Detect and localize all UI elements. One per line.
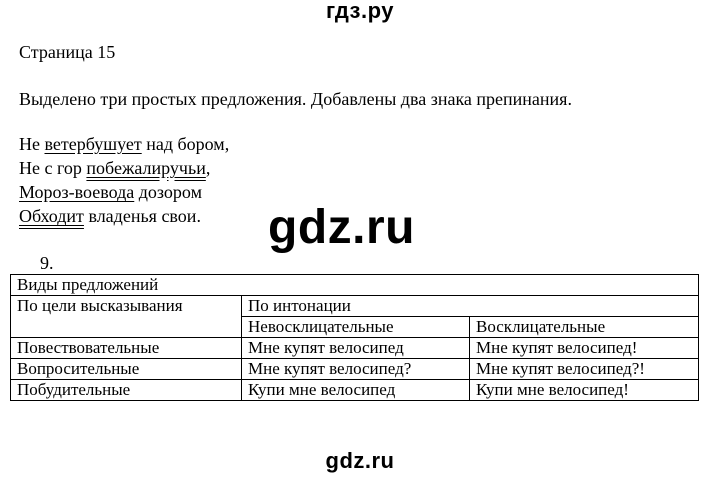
poem-line: [19, 132, 229, 156]
poem-line: [19, 180, 229, 204]
cell-exclamatory: Мне купят велосипед?!: [470, 359, 699, 380]
poem-line-text: Не: [19, 134, 45, 154]
cell-type: Повествовательные: [11, 338, 242, 359]
poem-underlined-word: Мороз-воевода: [19, 182, 135, 202]
table-row: [11, 296, 699, 317]
header-non-exclamatory: Невосклицательные: [242, 317, 470, 338]
poem-line-text: дозором: [134, 182, 202, 202]
page-number: Страница 15: [19, 42, 116, 62]
table-row: [11, 275, 699, 296]
table-row: [11, 338, 699, 359]
cell-non-exclamatory: Мне купят велосипед?: [242, 359, 470, 380]
poem-underlined-word: ветербушует: [44, 134, 142, 154]
header-purpose: По цели высказывания: [11, 296, 242, 338]
header-exclamatory: Восклицательные: [470, 317, 699, 338]
watermark: gdz.ru: [268, 201, 415, 254]
table-row: [11, 359, 699, 380]
poem-line-text: Не с гор: [19, 158, 87, 178]
poem-underlined-word: побежалиручьи: [86, 158, 206, 178]
footer-watermark: gdz.ru: [325, 448, 395, 473]
cell-exclamatory: Мне купят велосипед!: [470, 338, 699, 359]
table-title: Виды предложений: [11, 275, 699, 296]
cell-type: Побудительные: [11, 380, 242, 401]
poem-line: [19, 204, 229, 228]
cell-exclamatory: Купи мне велосипед!: [470, 380, 699, 401]
header-intonation: По интонации: [242, 296, 699, 317]
cell-type: Вопросительные: [11, 359, 242, 380]
table-row: [11, 380, 699, 401]
intro-text: Выделено три простых предложения. Добавлены два знака препинания.: [19, 89, 572, 109]
poem-line-text: над бором,: [141, 134, 230, 154]
poem-line: [19, 156, 229, 180]
poem-line-text: владенья свои.: [83, 206, 201, 226]
cell-non-exclamatory: Мне купят велосипед: [242, 338, 470, 359]
task-number: 9.: [40, 253, 54, 273]
site-header: гдз.ру: [326, 0, 394, 23]
poem: [19, 132, 229, 228]
poem-underlined-word: Обходит: [19, 206, 84, 226]
cell-non-exclamatory: Купи мне велосипед: [242, 380, 470, 401]
sentence-types-table: [10, 274, 699, 401]
poem-line-text: ,: [205, 158, 211, 178]
